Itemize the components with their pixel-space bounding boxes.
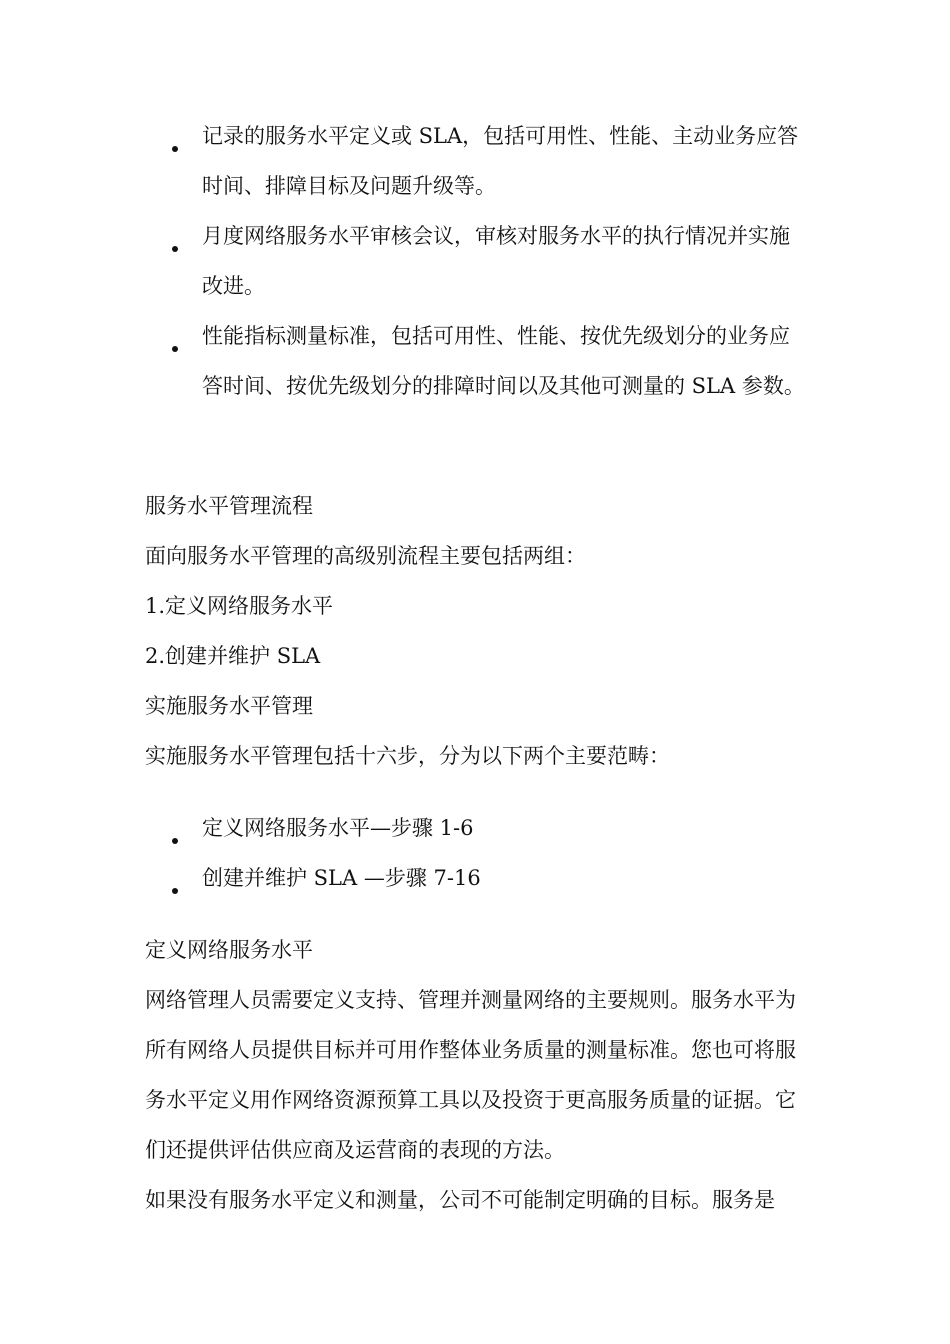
bullet-text: 性能指标测量标准，包括可用性、性能、按优先级划分的业务应答时间、按优先级划分的排障时间以及其他可测量的 SLA 参数。 (202, 324, 805, 398)
heading-define: 定义网络服务水平 (145, 938, 313, 962)
process-step-1: 1.定义网络服务水平 (145, 594, 334, 618)
list-item (0, 211, 806, 311)
bullet-text: 定义网络服务水平—步骤 1-6 (202, 816, 474, 840)
list-item (0, 803, 806, 853)
list-item (0, 111, 806, 211)
closing-paragraph: 如果没有服务水平定义和测量，公司不可能制定明确的目标。服务是 (145, 1188, 775, 1212)
bullet-dot (172, 838, 178, 844)
define-paragraph: 网络管理人员需要定义支持、管理并测量网络的主要规则。服务水平为所有网络人员提供目标并可用作整体业务质量的测量标准。您也可将服务水平定义用作网络资源预算工具以及投资于更高服务质量的证据。它们还提供评估供应商及运营商的表现的方法。 (145, 988, 796, 1162)
bullet-dot (172, 346, 178, 352)
list-item (0, 311, 806, 411)
bullet-text: 月度网络服务水平审核会议，审核对服务水平的执行情况并实施改进。 (202, 224, 790, 298)
implement-intro: 实施服务水平管理包括十六步，分为以下两个主要范畴： (145, 744, 670, 768)
process-intro: 面向服务水平管理的高级别流程主要包括两组： (145, 544, 586, 568)
implement-bullet-list (0, 803, 950, 903)
heading-implement: 实施服务水平管理 (145, 694, 313, 718)
bullet-dot (172, 246, 178, 252)
bullet-dot (172, 888, 178, 894)
process-step-2: 2.创建并维护 SLA (145, 644, 321, 668)
bullet-text: 记录的服务水平定义或 SLA，包括可用性、性能、主动业务应答时间、排障目标及问题升级等。 (202, 124, 799, 198)
list-item (0, 853, 806, 903)
bullet-dot (172, 146, 178, 152)
bullet-text: 创建并维护 SLA —步骤 7-16 (202, 866, 481, 890)
requirements-bullet-list (0, 111, 950, 411)
heading-process: 服务水平管理流程 (145, 494, 313, 518)
